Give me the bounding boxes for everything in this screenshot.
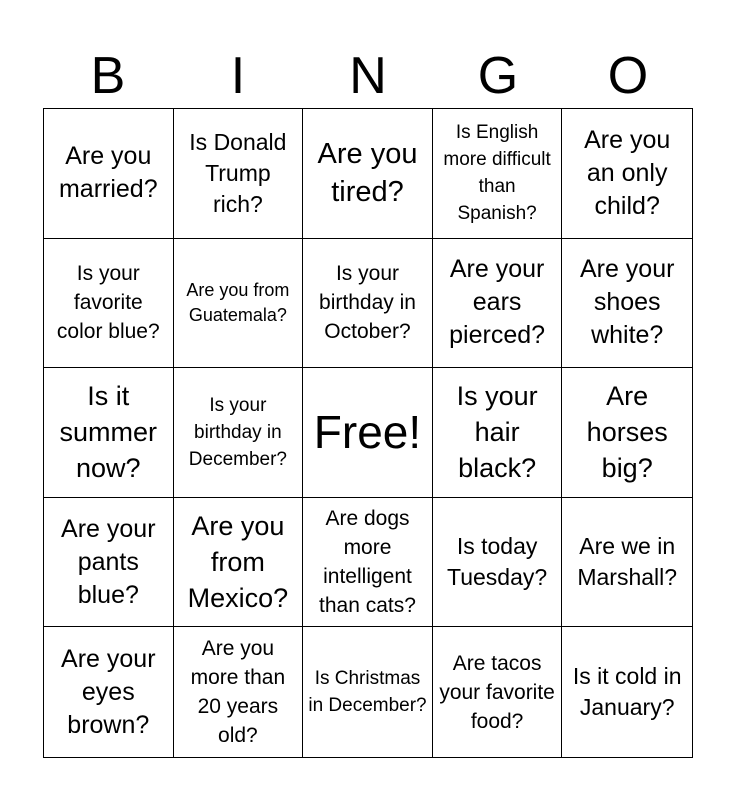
bingo-cell[interactable]: Are your pants blue? (44, 498, 174, 628)
bingo-cell[interactable]: Are dogs more intelligent than cats? (303, 498, 433, 628)
free-space[interactable]: Free! (303, 368, 433, 498)
bingo-cell[interactable]: Are you tired? (303, 109, 433, 239)
header-letter-g: G (477, 47, 519, 105)
header-letter-b: B (90, 47, 126, 105)
bingo-cell[interactable]: Are your shoes white? (562, 239, 692, 369)
header-letter-o: O (607, 47, 649, 105)
bingo-cell[interactable]: Are you married? (44, 109, 174, 239)
bingo-cell[interactable]: Is your favorite color blue? (44, 239, 174, 369)
bingo-cell[interactable]: Is English more difficult than Spanish? (433, 109, 563, 239)
bingo-cell[interactable]: Is Christmas in December? (303, 627, 433, 757)
bingo-cell[interactable]: Are you an only child? (562, 109, 692, 239)
bingo-cell[interactable]: Are your ears pierced? (433, 239, 563, 369)
bingo-cell[interactable]: Are tacos your favorite food? (433, 627, 563, 757)
bingo-cell[interactable]: Is it summer now? (44, 368, 174, 498)
bingo-cell[interactable]: Are you more than 20 years old? (174, 627, 304, 757)
bingo-cell[interactable]: Are your eyes brown? (44, 627, 174, 757)
bingo-cell[interactable]: Is Donald Trump rich? (174, 109, 304, 239)
bingo-cell[interactable]: Is today Tuesday? (433, 498, 563, 628)
bingo-cell[interactable]: Are you from Guatemala? (174, 239, 304, 369)
bingo-cell[interactable]: Is it cold in January? (572, 663, 682, 721)
bingo-cell[interactable]: Is your birthday in December? (174, 368, 304, 498)
bingo-cell[interactable]: Is your birthday in October? (303, 239, 433, 369)
bingo-cell[interactable]: Are you from Mexico? (174, 498, 304, 628)
header-letter-n: N (349, 47, 387, 105)
bingo-cell[interactable]: Are horses big? (562, 368, 692, 498)
bingo-cell[interactable]: Is your hair black? (433, 368, 563, 498)
bingo-cell[interactable]: Are we in Marshall? (562, 498, 692, 628)
bingo-card (43, 108, 693, 758)
header-letter-i: I (230, 47, 246, 105)
bingo-header (43, 44, 693, 108)
